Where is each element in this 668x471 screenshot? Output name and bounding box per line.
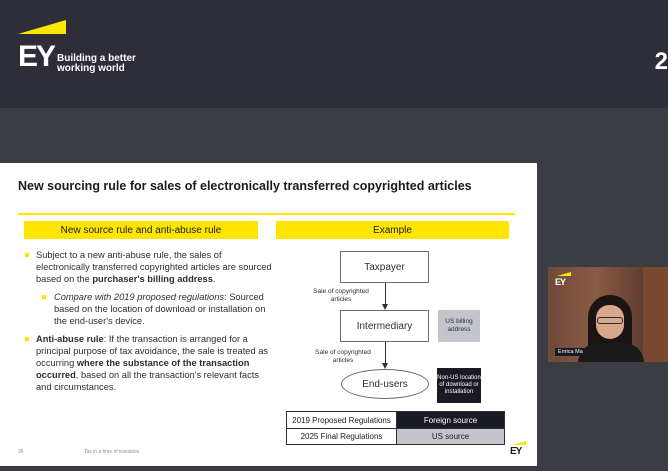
slide-ey-logo [510,441,530,459]
ey-tagline-line2: working world [57,63,125,74]
ey-logo-text: EY [18,40,55,73]
cropped-glyph: 2 [654,48,668,75]
bullet1-bold: purchaser's billing address [92,274,213,284]
row2-label: 2025 Final Regulations [287,429,397,444]
row1-value: Foreign source [397,412,504,428]
endusers-ellipse: End-users [341,369,429,399]
ey-banner [0,0,668,108]
shared-slide [0,163,537,466]
ey-logo-slash-icon [18,20,66,34]
participant-body [578,343,644,362]
ey-tagline-line1: Building a better [57,53,136,64]
bullet2-post: , based on all the transaction's relevant facts and circumstances. [36,370,259,392]
non-us-location-tag: Non-US location of download or installation [437,368,481,403]
participant-glasses [597,317,623,324]
row1-label: 2019 Proposed Regulations [287,412,397,428]
bullet-sourcing-rule [24,249,272,285]
flow-label-1: Sale of copyrighted articles [313,288,369,303]
flow-line-2 [385,342,386,364]
sub-bullet-em: Compare with 2019 proposed regulations [54,292,225,302]
rule-bullets [24,249,272,399]
row2-value: US source [397,429,504,444]
participant-name-tag: Enrica Ma [555,348,586,356]
video-logo-slash-icon [557,272,571,276]
bullet2-bold2: where the substance of the transaction occurred [36,358,250,380]
table-row [287,428,504,444]
right-section-header: Example [276,221,509,239]
bullet-compare-2019 [24,291,272,327]
regulation-comparison-table [286,411,505,445]
flow-label-2: Sale of copyrighted articles [315,349,371,364]
bullet2-mid: : If the transaction is arranged for a principal purpose of tax avoidance, the sale is treated as occurring [36,334,269,368]
slide-logo-slash-icon [512,441,526,445]
taxpayer-box: Taxpayer [340,251,429,283]
video-shelf [643,267,668,362]
video-ey-logo [555,272,579,292]
bullet2-bold1: Anti-abuse rule [36,334,104,344]
sub-bullet-post: : Sourced based on the location of download or installation on the end-user's device. [54,292,266,326]
left-section-header: New source rule and anti-abuse rule [24,221,258,239]
slide-title: New sourcing rule for sales of electronically transferred copyrighted articles [18,179,472,193]
video-logo-text: EY [555,277,566,287]
ey-tagline [57,54,137,74]
us-billing-tag: US billing address [438,310,480,342]
bullet1-post: . [212,274,216,284]
flow-line-1 [385,283,386,305]
table-row [287,412,504,428]
slide-page-number: 26 [18,449,24,455]
bullet1-pre: Subject to a new anti-abuse rule, the sales of electronically transferred copyrighted articles are sourced based on the [36,250,272,284]
bullet-anti-abuse [24,333,272,393]
intermediary-box: Intermediary [340,310,429,342]
slide-footer-note: Tax in a time of transition [84,449,140,455]
participant-video-tile[interactable] [548,267,668,362]
slide-logo-text: EY [510,446,522,457]
title-divider [18,213,515,215]
